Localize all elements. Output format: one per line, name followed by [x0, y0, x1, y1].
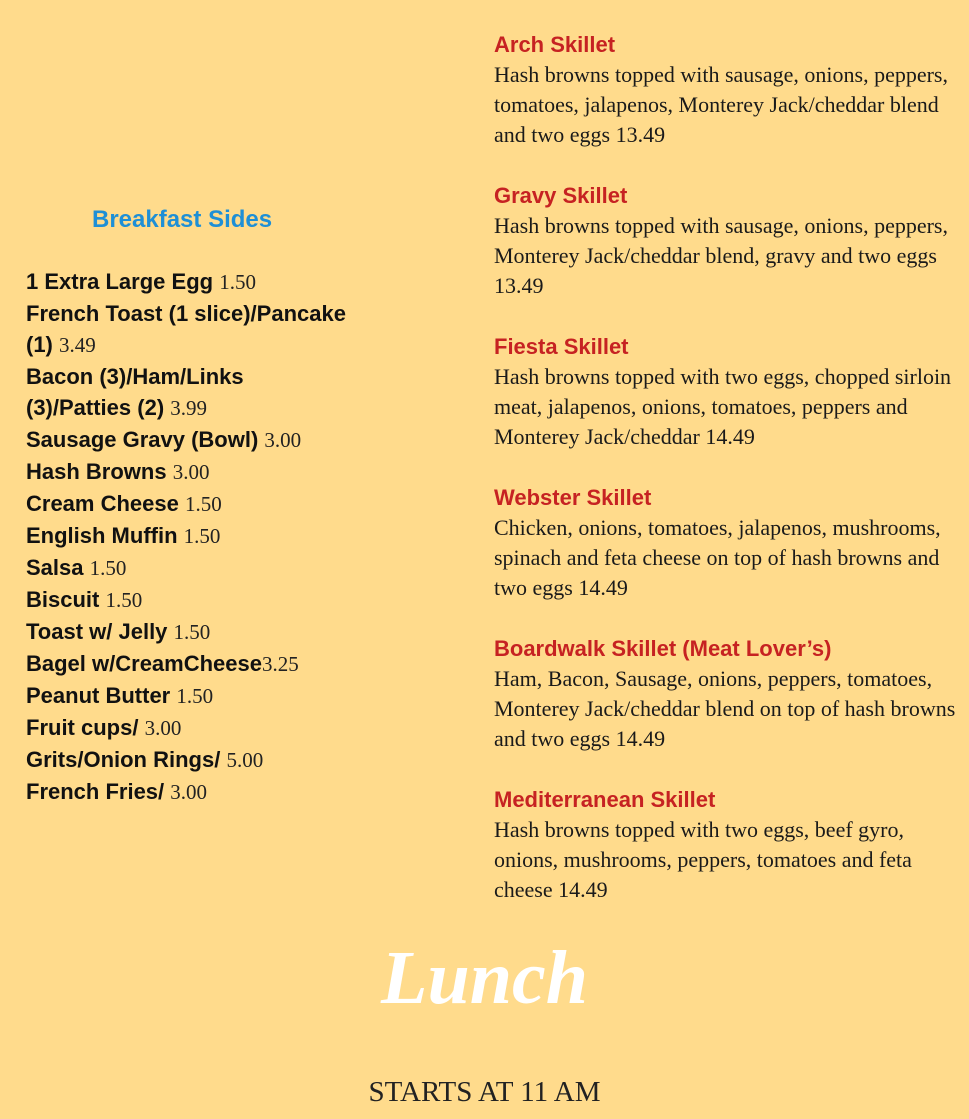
skillet-name: Fiesta Skillet [494, 334, 629, 359]
skillet-boardwalk [494, 633, 964, 754]
side-item-name: Cream Cheese [26, 491, 185, 516]
side-item-name: Biscuit [26, 587, 106, 612]
skillet-name: Mediterranean Skillet [494, 787, 716, 812]
side-item-biscuit [26, 584, 346, 616]
side-item-price: 1.50 [219, 270, 256, 294]
side-item-name: Bacon (3)/Ham/Links (3)/Patties (2) [26, 364, 244, 420]
side-item-name: French Toast (1 slice)/Pancake (1) [26, 301, 346, 357]
side-item-english-muffin [26, 520, 346, 552]
side-item-name: Grits/Onion Rings/ [26, 747, 227, 772]
skillet-description: Hash browns topped with two eggs, chopped sirloin meat, jalapenos, onions, tomatoes, peppers and Monterey Jack/cheddar 14.49 [494, 364, 952, 449]
side-item-extra-egg [26, 266, 346, 298]
skillet-name: Boardwalk Skillet (Meat Lover’s) [494, 636, 832, 661]
lunch-heading: Lunch [381, 936, 588, 1020]
side-item-price: 1.50 [183, 524, 221, 548]
breakfast-sides-list [26, 266, 346, 808]
skillet-fiesta [494, 331, 964, 452]
side-item-price: 5.00 [226, 748, 264, 772]
side-item-toast [26, 616, 346, 648]
lunch-start-time: STARTS AT 11 AM [368, 1076, 601, 1108]
skillet-name: Gravy Skillet [494, 183, 628, 208]
side-item-french-toast [26, 298, 346, 361]
side-item-name: Peanut Butter [26, 683, 177, 708]
skillet-description: Hash browns topped with two eggs, beef gyro, onions, mushrooms, peppers, tomatoes and feta cheese 14.49 [494, 817, 912, 902]
side-item-name: French Fries/ [26, 779, 171, 804]
side-item-name: English Muffin [26, 523, 184, 548]
side-item-name: Sausage Gravy (Bowl) [26, 427, 265, 452]
side-item-price: 3.00 [172, 460, 210, 484]
skillet-description: Hash browns topped with sausage, onions, peppers, Monterey Jack/cheddar blend, gravy and two eggs 13.49 [494, 213, 948, 298]
side-item-price: 3.99 [170, 396, 208, 420]
side-item-salsa [26, 552, 346, 584]
side-item-fruit-cups [26, 712, 346, 744]
side-item-french-fries [26, 776, 346, 808]
skillet-menu [494, 29, 964, 935]
side-item-price: 3.00 [264, 428, 302, 452]
skillet-description: Ham, Bacon, Sausage, onions, peppers, tomatoes, Monterey Jack/cheddar blend on top of hash browns and two eggs 14.49 [494, 666, 956, 751]
side-item-name: Bagel w/CreamCheese [26, 651, 262, 676]
side-item-price: 1.50 [176, 684, 214, 708]
skillet-description: Hash browns topped with sausage, onions, peppers, tomatoes, jalapenos, Monterey Jack/cheddar blend and two eggs 13.49 [494, 62, 948, 147]
skillet-name: Webster Skillet [494, 485, 652, 510]
side-item-price: 1.50 [89, 556, 127, 580]
side-item-price: 3.00 [144, 716, 182, 740]
side-item-name: Fruit cups/ [26, 715, 145, 740]
side-item-name: Toast w/ Jelly [26, 619, 174, 644]
side-item-bagel [26, 648, 346, 680]
side-item-price: 1.50 [184, 492, 222, 516]
side-item-grits-onion-rings [26, 744, 346, 776]
skillet-name: Arch Skillet [494, 32, 616, 57]
skillet-mediterranean [494, 784, 964, 905]
side-item-hash-browns [26, 456, 346, 488]
side-item-price: 3.00 [170, 780, 208, 804]
side-item-price: 3.25 [262, 652, 299, 676]
side-item-peanut-butter [26, 680, 346, 712]
side-item-price: 3.49 [59, 333, 96, 357]
side-item-name: 1 Extra Large Egg [26, 269, 220, 294]
side-item-price: 1.50 [173, 620, 211, 644]
side-item-name: Hash Browns [26, 459, 173, 484]
side-item-sausage-gravy [26, 424, 346, 456]
skillet-gravy [494, 180, 964, 301]
side-item-name: Salsa [26, 555, 90, 580]
side-item-price: 1.50 [105, 588, 143, 612]
skillet-webster [494, 482, 964, 603]
breakfast-sides-heading: Breakfast Sides [92, 206, 273, 233]
side-item-bacon [26, 361, 346, 424]
side-item-cream-cheese [26, 488, 346, 520]
skillet-description: Chicken, onions, tomatoes, jalapenos, mushrooms, spinach and feta cheese on top of hash browns and two eggs 14.49 [494, 515, 941, 600]
skillet-arch [494, 29, 964, 150]
